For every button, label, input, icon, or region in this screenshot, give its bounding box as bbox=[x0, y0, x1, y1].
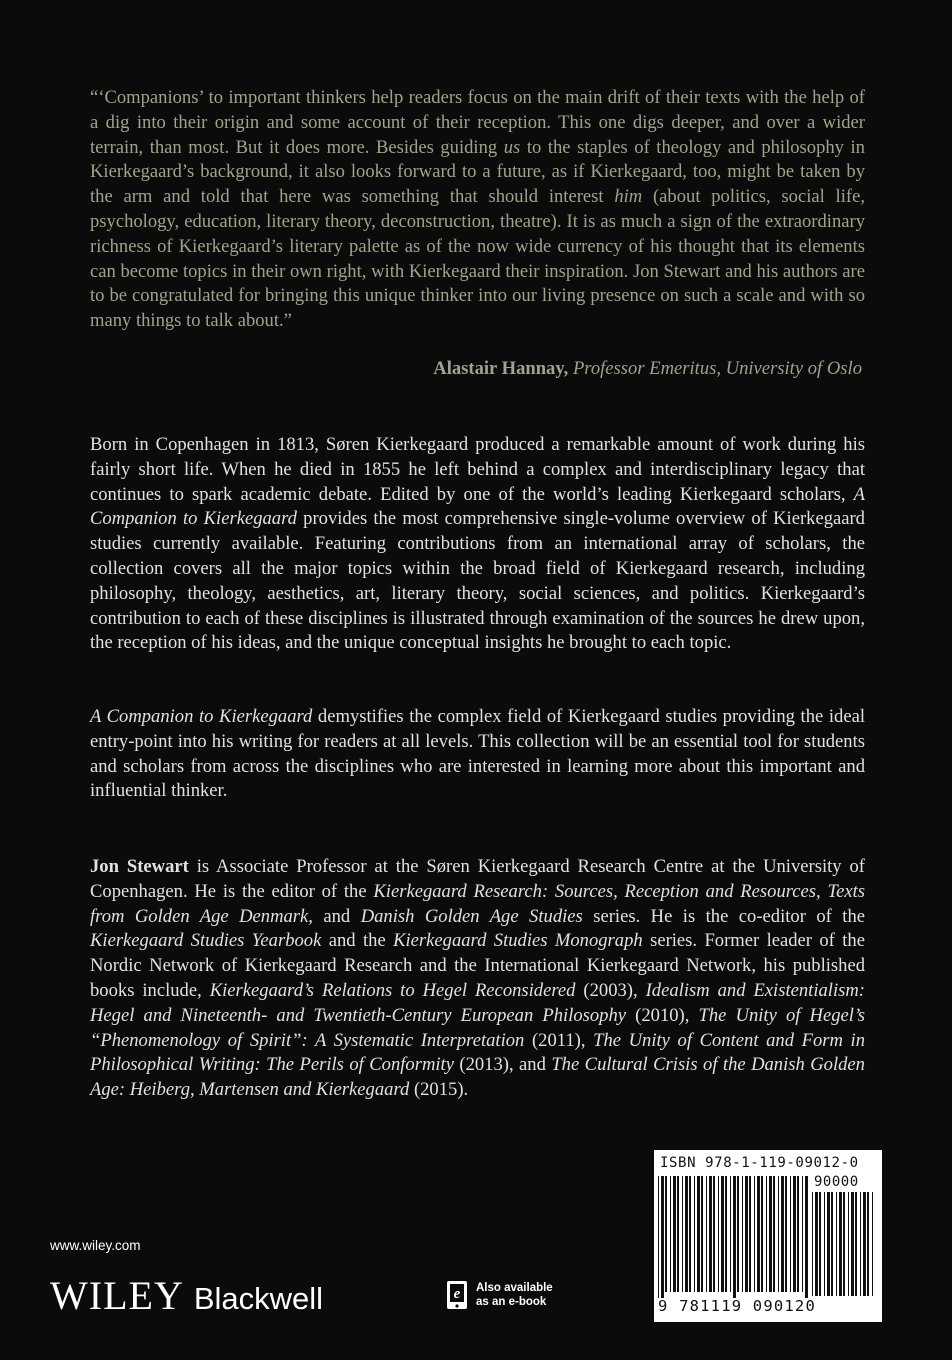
endorsement-quote bbox=[90, 86, 865, 334]
barcode-bar bbox=[860, 1192, 861, 1296]
barcode-price-code: 90000 bbox=[814, 1174, 859, 1190]
bio-text-3: series. He is the co-editor of the bbox=[582, 905, 866, 927]
barcode-bar bbox=[819, 1192, 821, 1296]
barcode-digits: 9 781119 090120 bbox=[658, 1297, 816, 1315]
bio-book-5: The Cultural Crisis of the Danish Golden Age: Heiberg, Martensen and Kierkegaard bbox=[90, 1054, 865, 1101]
quote-text-1: “‘Companions’ to important thinkers help readers focus on the main drift of their texts with the help of a dig into their origin and some account of their reception. This one digs deeper, and over a wider terrain, than most. But it does more. Besides guiding bbox=[90, 87, 865, 158]
barcode-bar bbox=[802, 1176, 803, 1292]
quote-text-2: to the staples of theology and philosophy in Kierkegaard’s background, it also looks forward to a future, as if Kierkegaard, too, might be taken by the arm and told that here was something that should interest bbox=[90, 136, 865, 208]
ebook-line-2: as an e-book bbox=[476, 1296, 547, 1308]
barcode-bar bbox=[697, 1176, 700, 1292]
barcode-bar bbox=[685, 1176, 688, 1292]
barcode-bar bbox=[677, 1176, 679, 1292]
isbn-barcode bbox=[654, 1150, 882, 1322]
bio-text-9: (2013), and bbox=[453, 1054, 552, 1076]
description-p1-text-a: Born in Copenhagen in 1813, Søren Kierkegaard produced a remarkable amount of work during his fairly short life. When he died in 1855 he left behind a complex and interdisciplinary legacy that continues to spark academic debate. Edited by one of the world’s leading Kierkegaard scholars, bbox=[90, 434, 865, 505]
barcode-bar bbox=[843, 1192, 845, 1296]
bio-series-2: Danish Golden Age Studies bbox=[360, 905, 583, 927]
barcode-bar bbox=[745, 1176, 748, 1292]
barcode-bar bbox=[761, 1176, 763, 1292]
barcode-bar bbox=[769, 1176, 772, 1292]
barcode-bar bbox=[673, 1176, 676, 1292]
barcode-bar bbox=[725, 1176, 727, 1292]
bio-monograph: Kierkegaard Studies Monograph bbox=[393, 930, 643, 952]
barcode-bar bbox=[848, 1192, 849, 1296]
ebook-line-1: Also available bbox=[476, 1282, 553, 1294]
description-p1-book-title: A Companion to Kierkegaard bbox=[90, 483, 865, 530]
barcode-bar bbox=[665, 1176, 667, 1292]
bio-text-8: (2011), bbox=[524, 1029, 594, 1051]
svg-text:e: e bbox=[453, 1286, 461, 1302]
isbn-label: ISBN 978-1-119-09012-0 bbox=[660, 1155, 859, 1171]
quote-text-3: (about politics, social life, psychology, education, literary theory, deconstruction, theatre). It is as much a sign of the extraordinary richness of Kierkegaard’s literary palette as of the now wide currency of his thought that its elements can become topics in their own right, with Kierkegaard their inspiration. Jon Stewart and his authors are to be congratulated for bringing this unique thinker into our living presence on such a scale and with so many things to talk about.” bbox=[90, 186, 865, 332]
quote-emphasis-him: him bbox=[614, 186, 643, 208]
barcode-bar bbox=[773, 1176, 775, 1292]
description-paragraph-2 bbox=[90, 705, 865, 804]
barcode-bar bbox=[766, 1176, 767, 1292]
barcode-bar bbox=[670, 1176, 671, 1292]
barcode-bar bbox=[805, 1176, 808, 1298]
ebook-icon bbox=[446, 1280, 468, 1310]
barcode-bar bbox=[713, 1176, 715, 1292]
barcode-bar bbox=[872, 1192, 873, 1296]
barcode-bar bbox=[721, 1176, 724, 1292]
barcode-bar bbox=[851, 1192, 854, 1296]
barcode-bar bbox=[749, 1176, 751, 1292]
ebook-text bbox=[476, 1281, 596, 1309]
barcode-bars-addon bbox=[812, 1192, 878, 1296]
bio-text-10: (2015). bbox=[409, 1079, 469, 1101]
barcode-bar bbox=[754, 1176, 755, 1292]
barcode-bar bbox=[706, 1176, 707, 1292]
description-paragraph-1 bbox=[90, 433, 865, 656]
quote-emphasis-us: us bbox=[503, 136, 521, 158]
bio-text-2: and bbox=[312, 905, 361, 927]
barcode-bar bbox=[827, 1192, 830, 1296]
bio-book-1: Kierkegaard’s Relations to Hegel Reconsidered bbox=[209, 979, 576, 1001]
barcode-bar bbox=[733, 1176, 736, 1298]
barcode-bar bbox=[836, 1192, 837, 1296]
bio-text-6: (2003), bbox=[575, 979, 646, 1001]
bio-text-1: is Associate Professor at the Søren Kierkegaard Research Centre at the University of Copenhagen. He is the editor of the bbox=[90, 856, 865, 902]
barcode-bar bbox=[867, 1192, 869, 1296]
description-p1-text-b: provides the most comprehensive single-volume overview of Kierkegaard studies currently available. Featuring contributions from an international array of scholars, the collection covers all the major topics within the broad field of Kierkegaard research, including philosophy, theology, aesthetics, art, literary theory, social sciences, and politics. Kierkegaard’s contribution to each of these disciplines is illustrated through examination of the sources he drew upon, the reception of his ideas, and the unique conceptual insights he brought to each topic. bbox=[90, 508, 865, 654]
barcode-bar bbox=[785, 1176, 787, 1292]
barcode-bar bbox=[701, 1176, 703, 1292]
barcode-bar bbox=[824, 1192, 825, 1296]
bio-book-3: The Unity of Hegel’s “Phenomenology of Spirit”: A Systematic Interpretation bbox=[90, 1004, 865, 1051]
barcode-bar bbox=[718, 1176, 719, 1292]
barcode-bar bbox=[815, 1192, 818, 1296]
logo-blackwell: Blackwell bbox=[193, 1281, 324, 1316]
bio-editor-name: Jon Stewart bbox=[90, 856, 189, 877]
bio-book-4: The Unity of Content and Form in Philosophical Writing: The Perils of Conformity bbox=[90, 1029, 865, 1076]
bio-yearbook: Kierkegaard Studies Yearbook bbox=[90, 930, 322, 952]
barcode-bar bbox=[831, 1192, 833, 1296]
barcode-bar bbox=[793, 1176, 796, 1292]
barcode-bar bbox=[661, 1176, 664, 1298]
barcode-bar bbox=[781, 1176, 784, 1292]
barcode-bar bbox=[682, 1176, 683, 1292]
barcode-bar bbox=[863, 1192, 866, 1296]
bio-book-2: Idealism and Existentialism: Hegel and Nineteenth- and Twentieth-Century European Philosophy bbox=[90, 979, 865, 1026]
barcode-bar bbox=[730, 1176, 731, 1292]
description-p2-text: demystifies the complex field of Kierkegaard studies providing the ideal entry-point into his writing for readers at all levels. This collection will be an essential tool for students and scholars from across the disciplines who are interested in learning more about this important and influential thinker. bbox=[90, 706, 865, 802]
quote-author-role: Professor Emeritus, University of Oslo bbox=[572, 358, 862, 379]
bio-text-4: and the bbox=[321, 930, 394, 952]
barcode-bar bbox=[737, 1176, 739, 1292]
barcode-bar bbox=[812, 1192, 813, 1296]
barcode-bar bbox=[790, 1176, 791, 1292]
quote-author: Alastair Hannay, bbox=[433, 358, 569, 379]
barcode-bar bbox=[839, 1192, 842, 1296]
barcode-bar bbox=[689, 1176, 691, 1292]
barcode-bar bbox=[742, 1176, 743, 1292]
publisher-url: www.wiley.com bbox=[50, 1238, 141, 1253]
barcode-bar bbox=[757, 1176, 760, 1292]
wiley-blackwell-logo bbox=[50, 1272, 323, 1319]
editor-bio bbox=[90, 855, 865, 1103]
bio-text-5: series. Former leader of the Nordic Network of Kierkegaard Research and the International Kierkegaard Network, his published books include, bbox=[90, 930, 865, 1001]
logo-wiley: WILEY bbox=[50, 1273, 184, 1318]
barcode-bar bbox=[797, 1176, 799, 1292]
description-p2-book-title: A Companion to Kierkegaard bbox=[90, 706, 313, 727]
quote-attribution bbox=[90, 358, 862, 380]
bio-series-1: Kierkegaard Research: Sources, Reception and Resources, Texts from Golden Age Denmark, bbox=[90, 880, 865, 927]
barcode-bar bbox=[658, 1176, 659, 1298]
barcode-bar bbox=[709, 1176, 712, 1292]
barcode-bars-main bbox=[658, 1176, 808, 1298]
barcode-bar bbox=[855, 1192, 857, 1296]
bio-text-7: (2010), bbox=[626, 1004, 699, 1026]
barcode-bar bbox=[694, 1176, 695, 1292]
barcode-bar bbox=[778, 1176, 779, 1292]
